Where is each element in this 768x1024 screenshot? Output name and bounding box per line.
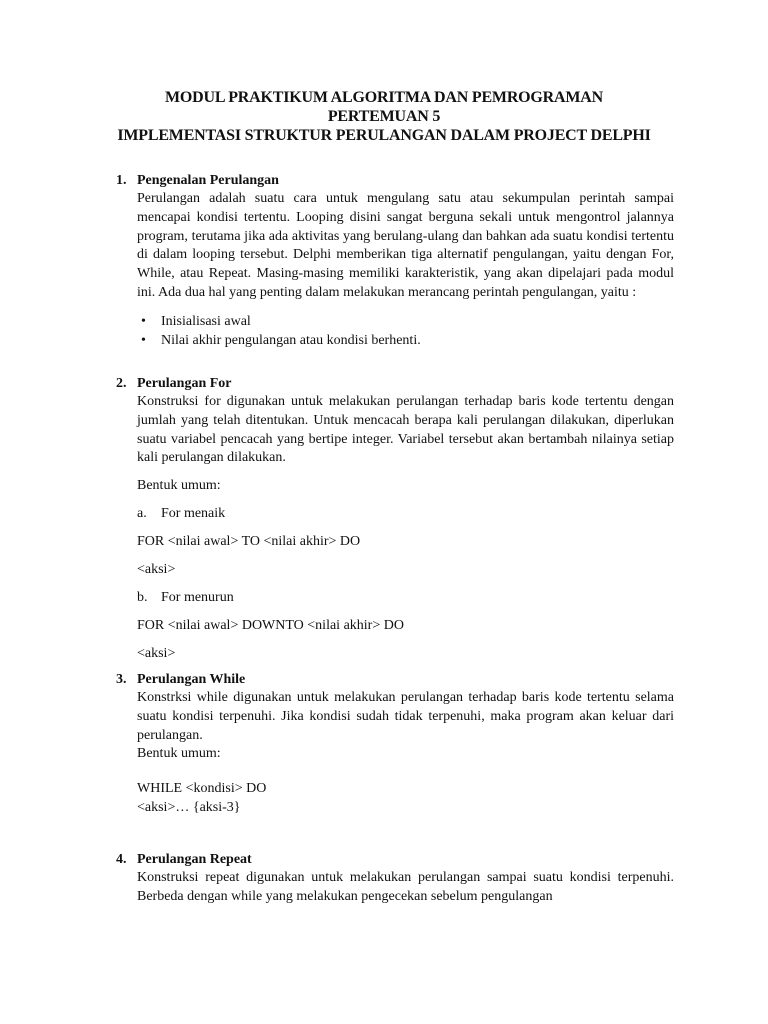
general-form-label: Bentuk umum: [137,478,221,494]
bullet-icon: • [141,313,146,329]
sub-item-marker: b. [137,590,148,606]
sub-item-label: For menaik [161,506,226,522]
bullet-icon: • [141,332,146,348]
list-item-text: Inisialisasi awal [161,313,251,329]
list-item-text: Nilai akhir pengulangan atau kondisi berhenti. [161,332,421,348]
section-4 [116,851,674,907]
code-line: <aksi> [137,562,176,578]
paragraph: Konstruksi repeat digunakan untuk melakukan perulangan sampai suatu kondisi terpenuhi. Berbeda dengan while yang melakukan pengecekan sebelum pengulangan [137,870,674,904]
list-item [137,312,674,331]
code-line: <aksi>… {aksi-3} [137,800,241,816]
document-title [80,88,688,145]
section-number: 3. [116,672,127,687]
list-item [137,331,674,350]
sub-item-a [137,505,674,523]
section-2 [116,375,674,663]
sub-item-label: For menurun [161,590,234,606]
section-1-body [137,190,674,303]
section-title: Perulangan While [137,672,246,687]
section-1 [116,172,674,350]
section-title: Pengenalan Perulangan [137,173,279,188]
title-line-1: MODUL PRAKTIKUM ALGORITMA DAN PEMROGRAMAN [164,89,603,106]
section-2-body [137,393,674,468]
section-number: 2. [116,376,127,391]
section-3-body [137,689,674,745]
section-title: Perulangan Repeat [137,852,252,867]
section-3-heading [116,671,674,689]
bullet-list [137,312,674,350]
code-line: FOR <nilai awal> TO <nilai akhir> DO [137,534,361,550]
paragraph: Konstrksi while digunakan untuk melakukan perulangan terhadap baris kode tertentu selama suatu kondisi terpenuhi. Jika kondisi sudah tidak terpenuhi, maka program akan keluar dari perulangan. [137,690,674,743]
section-title: Perulangan For [137,376,232,391]
code-line: FOR <nilai awal> DOWNTO <nilai akhir> DO [137,618,404,634]
section-1-heading [116,172,674,190]
section-number: 4. [116,852,127,867]
code-line: WHILE <kondisi> DO [137,781,267,797]
paragraph: Konstruksi for digunakan untuk melakukan perulangan terhadap baris kode tertentu dengan jumlah yang telah ditentukan. Untuk mencacah berapa kali perulangan dilakukan, diperlukan suatu variabel pencacah yang bertipe integer. Variabel tersebut akan bertambah nilainya setiap kali perulangan dilakukan. [137,394,674,466]
section-4-heading [116,851,674,869]
sub-item-marker: a. [137,506,147,522]
title-line-2: PERTEMUAN 5 [327,108,441,125]
sub-item-b [137,589,674,607]
paragraph: Perulangan adalah suatu cara untuk mengulang satu atau sekumpulan perintah sampai mencapai kondisi tertentu. Looping disini sangat berguna sekali untuk mengontrol jalannya program, terutama jika ada aktivitas yang berulang-ulang dan bahkan ada suatu kondisi tertentu di dalam looping tersebut. Delphi memberikan tiga alternatif pengulangan, yaitu dengan For, While, atau Repeat. Masing-masing memiliki karakteristik, yang akan dipelajari pada modul ini. Ada dua hal yang penting dalam melakukan merancang perintah pengulangan, yaitu : [137,191,674,300]
section-number: 1. [116,173,127,188]
section-3 [116,671,674,817]
title-line-3: IMPLEMENTASI STRUKTUR PERULANGAN DALAM PROJECT DELPHI [117,127,651,144]
section-2-heading [116,375,674,393]
code-line: <aksi> [137,646,176,662]
general-form-label: Bentuk umum: [137,746,221,762]
section-4-body [137,869,674,907]
